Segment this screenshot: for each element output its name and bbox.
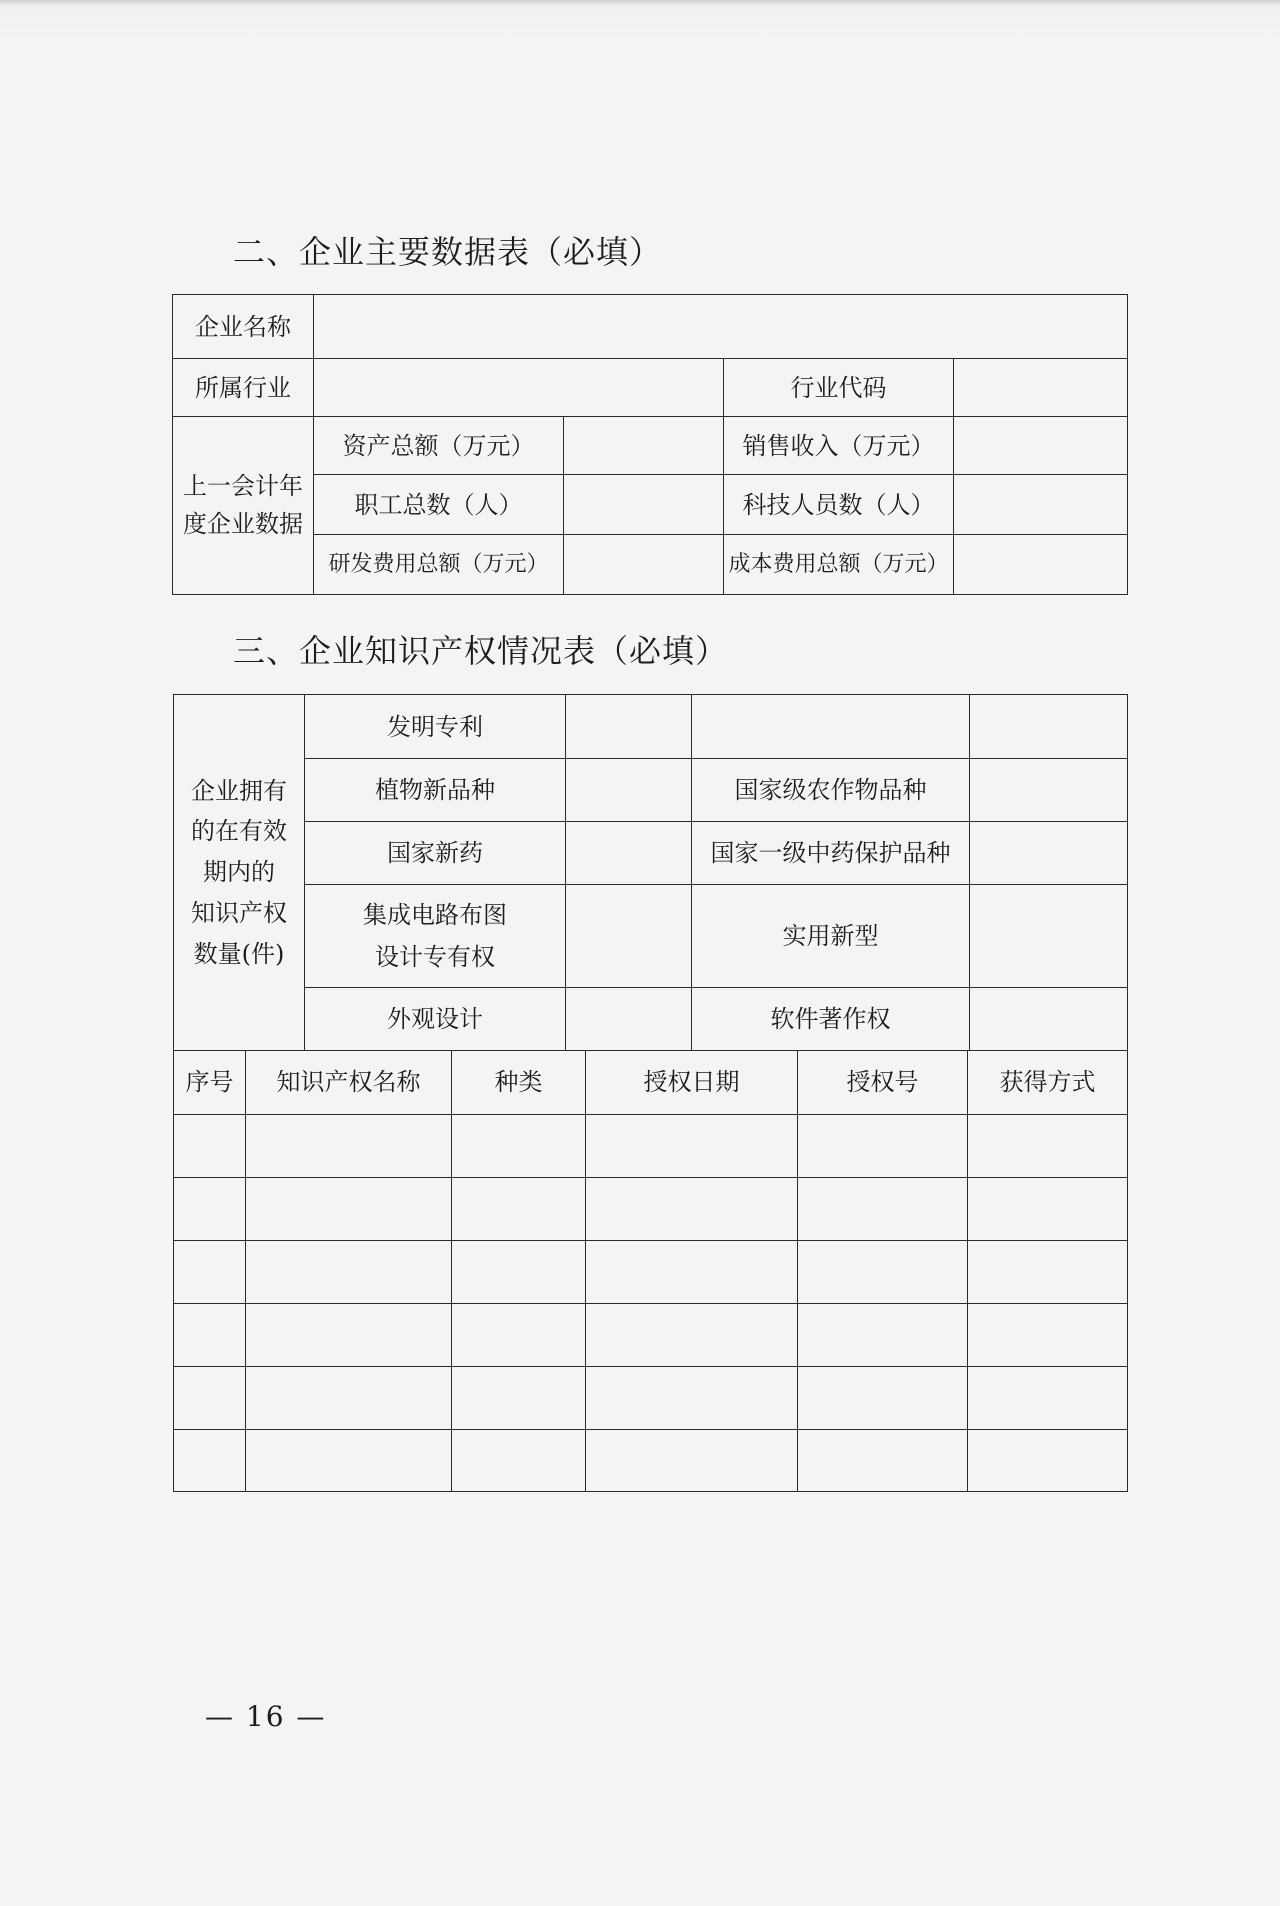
company-name-field[interactable]	[314, 295, 1128, 359]
tech-staff-field[interactable]	[954, 475, 1128, 535]
national-crop-variety-field[interactable]	[970, 759, 1128, 822]
sales-revenue-field[interactable]	[954, 417, 1128, 475]
table-cell[interactable]	[174, 1177, 246, 1240]
section3-title: 三、企业知识产权情况表（必填）	[233, 632, 729, 670]
enterprise-data-table	[172, 294, 1128, 595]
table-cell[interactable]	[246, 1177, 452, 1240]
table-cell[interactable]	[798, 1240, 968, 1303]
invention-patent-label: 发明专利	[305, 695, 566, 759]
national-new-drug-label: 国家新药	[305, 822, 566, 885]
header-grant-number: 授权号	[798, 1051, 968, 1114]
table-row	[174, 1240, 1128, 1303]
table-cell[interactable]	[174, 1114, 246, 1177]
invention-patent-field[interactable]	[566, 695, 692, 759]
table-cell[interactable]	[586, 1366, 798, 1429]
total-assets-label: 资产总额（万元）	[314, 417, 564, 475]
utility-model-field[interactable]	[970, 885, 1128, 988]
tcm-protected-variety-field[interactable]	[970, 822, 1128, 885]
table-cell[interactable]	[968, 1177, 1128, 1240]
header-ip-name: 知识产权名称	[246, 1051, 452, 1114]
cost-expense-label: 成本费用总额（万元）	[724, 535, 954, 595]
plant-variety-label: 植物新品种	[305, 759, 566, 822]
utility-model-label: 实用新型	[692, 885, 970, 988]
table-cell[interactable]	[586, 1303, 798, 1366]
table-cell[interactable]	[968, 1114, 1128, 1177]
tech-staff-label: 科技人员数（人）	[724, 475, 954, 535]
table-cell[interactable]	[586, 1429, 798, 1491]
software-copyright-field[interactable]	[970, 988, 1128, 1051]
table-cell[interactable]	[798, 1177, 968, 1240]
table-cell[interactable]	[452, 1429, 586, 1491]
table-cell[interactable]	[586, 1177, 798, 1240]
software-copyright-label: 软件著作权	[692, 988, 970, 1051]
table-row	[174, 1366, 1128, 1429]
ic-layout-field[interactable]	[566, 885, 692, 988]
industry-code-label: 行业代码	[724, 359, 954, 417]
employees-field[interactable]	[564, 475, 724, 535]
design-field[interactable]	[566, 988, 692, 1051]
table-row	[174, 1114, 1128, 1177]
owned-ip-label	[174, 695, 305, 1051]
page-number: — 16 —	[205, 1700, 327, 1733]
table-cell[interactable]	[586, 1240, 798, 1303]
cost-expense-field[interactable]	[954, 535, 1128, 595]
owned-label-line3: 期内的	[203, 858, 275, 887]
industry-field[interactable]	[314, 359, 724, 417]
ic-layout-line1: 集成电路布图	[363, 901, 507, 929]
table-cell[interactable]	[968, 1303, 1128, 1366]
table-cell[interactable]	[798, 1429, 968, 1491]
header-type: 种类	[452, 1051, 586, 1114]
table-cell[interactable]	[246, 1114, 452, 1177]
owned-label-line2: 的在有效	[191, 817, 287, 846]
table-cell[interactable]	[798, 1366, 968, 1429]
header-grant-date: 授权日期	[586, 1051, 798, 1114]
rd-expense-label: 研发费用总额（万元）	[314, 535, 564, 595]
prior-year-label-line2: 度企业数据	[183, 509, 303, 538]
sales-revenue-label: 销售收入（万元）	[724, 417, 954, 475]
ic-layout-label	[305, 885, 566, 988]
table-cell[interactable]	[452, 1114, 586, 1177]
table-cell[interactable]	[968, 1429, 1128, 1491]
owned-label-line5: 数量(件)	[193, 939, 285, 968]
ic-layout-line2: 设计专有权	[375, 943, 495, 971]
table-cell[interactable]	[452, 1177, 586, 1240]
company-name-label: 企业名称	[173, 295, 314, 359]
employees-label: 职工总数（人）	[314, 475, 564, 535]
header-serial: 序号	[174, 1051, 246, 1114]
table-cell[interactable]	[452, 1240, 586, 1303]
plant-variety-field[interactable]	[566, 759, 692, 822]
table-cell[interactable]	[968, 1366, 1128, 1429]
header-acquisition-method: 获得方式	[968, 1051, 1128, 1114]
ip-list-table	[173, 1051, 1128, 1492]
industry-code-field[interactable]	[954, 359, 1128, 417]
section2-title: 二、企业主要数据表（必填）	[233, 233, 663, 271]
table-row	[174, 1429, 1128, 1491]
design-label: 外观设计	[305, 988, 566, 1051]
national-crop-variety-label: 国家级农作物品种	[692, 759, 970, 822]
prior-year-label-line1: 上一会计年	[183, 472, 303, 501]
rd-expense-field[interactable]	[564, 535, 724, 595]
table-cell[interactable]	[246, 1303, 452, 1366]
owned-label-line1: 企业拥有	[191, 776, 287, 805]
ip-count-table	[173, 694, 1128, 1051]
table-row	[174, 1177, 1128, 1240]
national-new-drug-field[interactable]	[566, 822, 692, 885]
table-cell[interactable]	[452, 1366, 586, 1429]
industry-label: 所属行业	[173, 359, 314, 417]
table-cell[interactable]	[246, 1240, 452, 1303]
table-cell[interactable]	[174, 1240, 246, 1303]
table-cell[interactable]	[968, 1240, 1128, 1303]
empty-label-cell	[692, 695, 970, 759]
table-cell[interactable]	[798, 1114, 968, 1177]
table-cell[interactable]	[798, 1303, 968, 1366]
total-assets-field[interactable]	[564, 417, 724, 475]
table-cell[interactable]	[586, 1114, 798, 1177]
table-cell[interactable]	[452, 1303, 586, 1366]
table-cell[interactable]	[174, 1429, 246, 1491]
table-cell[interactable]	[246, 1366, 452, 1429]
owned-label-line4: 知识产权	[191, 898, 287, 927]
table-cell[interactable]	[174, 1303, 246, 1366]
table-cell[interactable]	[174, 1366, 246, 1429]
tcm-protected-variety-label: 国家一级中药保护品种	[692, 822, 970, 885]
table-cell[interactable]	[246, 1429, 452, 1491]
table-row	[174, 1303, 1128, 1366]
empty-value-cell[interactable]	[970, 695, 1128, 759]
prior-year-label	[173, 417, 314, 595]
ip-list-header-row	[174, 1051, 1128, 1114]
